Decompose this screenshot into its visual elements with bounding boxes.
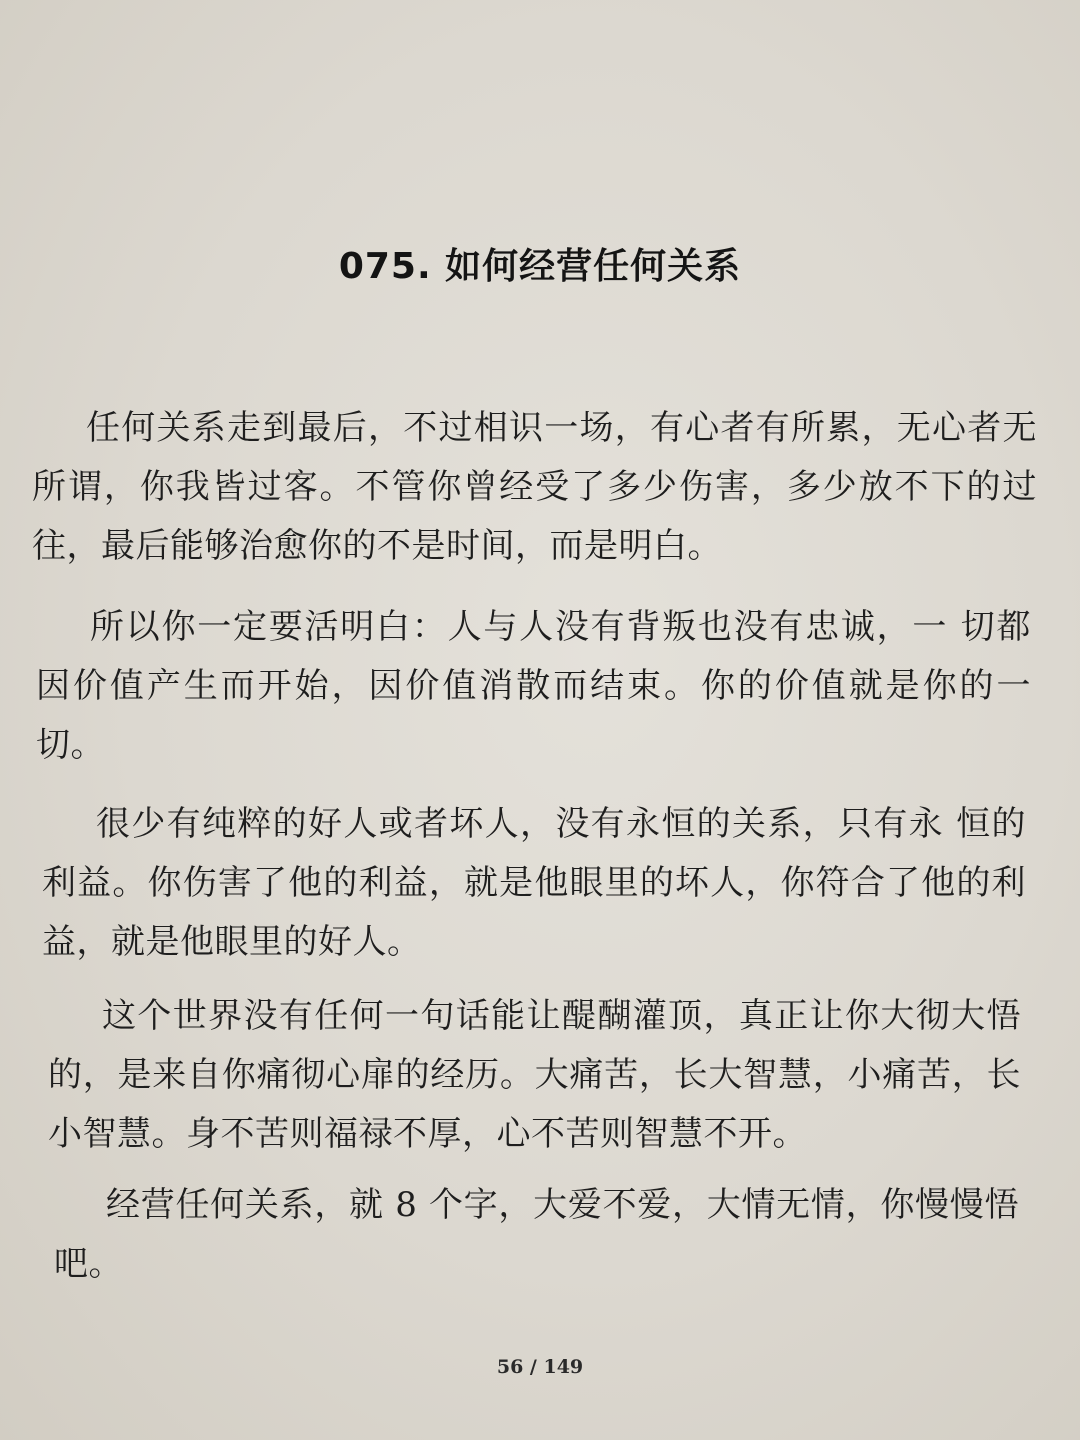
paragraph-1: 任何关系走到最后，不过相识一场，有心者有所累，无心者无所谓，你我皆过客。不管你曾经受了多少伤害，多少放不下的过往，最后能够治愈你的不是时间，而是明白。	[32, 408, 1037, 566]
paragraph-4: 这个世界没有任何一句话能让醍醐灌顶，真正让你大彻大悟的，是来自你痛彻心扉的经历。大痛苦，长大智慧，小痛苦，长小智慧。身不苦则福禄不厚，心不苦则智慧不开。	[48, 996, 1021, 1154]
chapter-title: 075. 如何经营任何关系	[338, 246, 742, 287]
page-indicator: 56 / 149	[496, 1356, 584, 1378]
paragraph-2: 所以你一定要活明白：人与人没有背叛也没有忠诚，一 切都因价值产生而开始，因价值消散而结束。你的价值就是你的一切。	[36, 607, 1031, 765]
paragraph-3: 很少有纯粹的好人或者坏人，没有永恒的关系，只有永 恒的利益。你伤害了他的利益，就是他眼里的坏人，你符合了他的利益，就是他眼里的好人。	[42, 804, 1026, 962]
paragraph-5: 经营任何关系，就 8 个字，大爱不爱，大情无情，你慢慢悟吧。	[54, 1185, 1019, 1284]
